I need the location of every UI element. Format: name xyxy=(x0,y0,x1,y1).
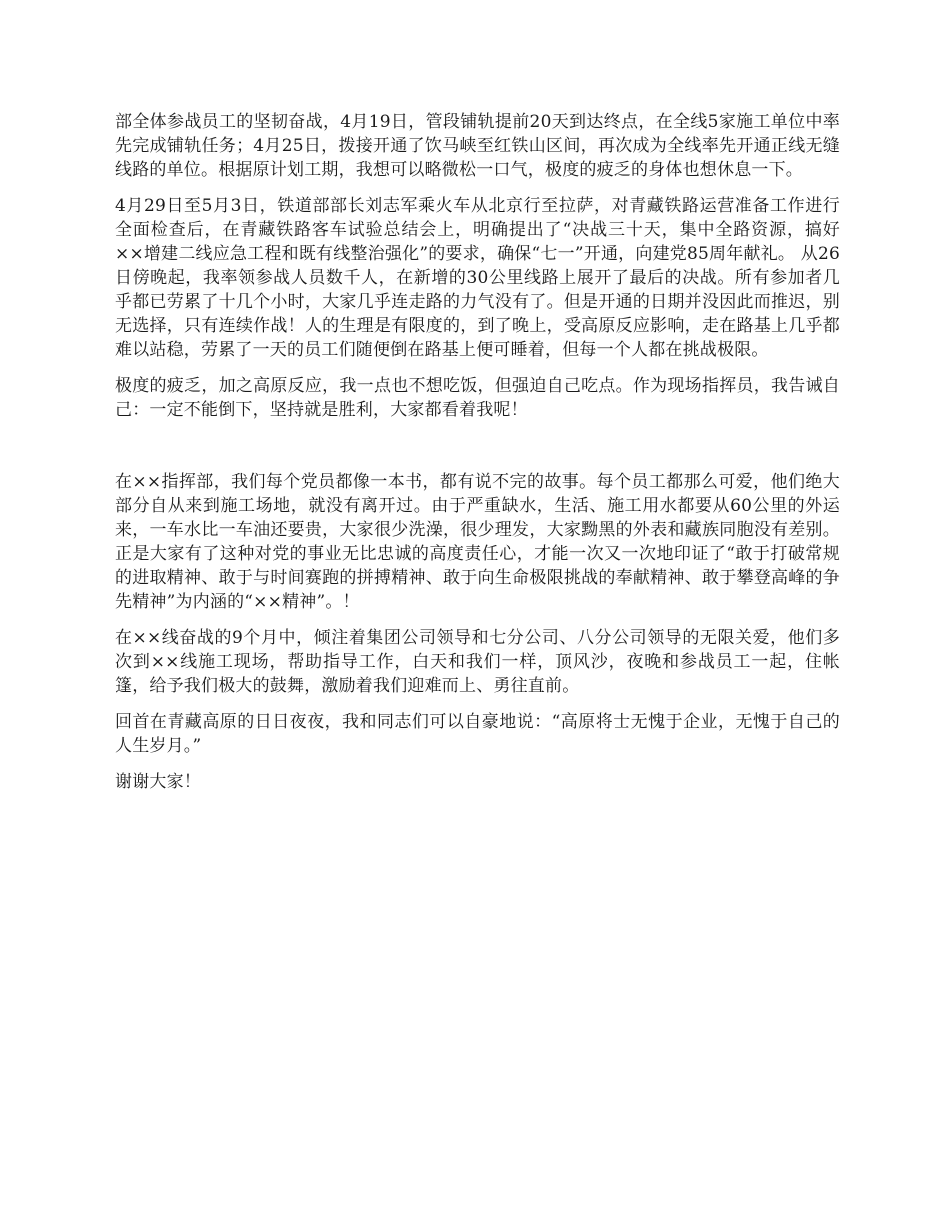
paragraph-2: 4月29日至5月3日，铁道部部长刘志军乘火车从北京行至拉萨，对青藏铁路运营准备工作进行全面检查后，在青藏铁路客车试验总结会上，明确提出了“决战三十天，集中全路资源，搞好××增建二线应急工程和既有线整治强化”的要求，确保“七一”开通，向建党85周年献礼。 从26日傍晚起，我率领参战人员数千人，在新增的30公里线路上展开了最后的决战。所有参加者几乎都已劳累了十几个小时，大家几乎连走路的力气没有了。但是开通的日期并没因此而推迟，别无选择，只有连续作战！人的生理是有限度的，到了晚上，受高原反应影响，走在路基上几乎都难以站稳，劳累了一天的员工们随便倒在路基上便可睡着，但每一个人都在挑战极限。 xyxy=(115,196,840,360)
paragraph-5: 在××线奋战的9个月中，倾注着集团公司领导和七分公司、八分公司领导的无限关爱，他们多次到××线施工现场，帮助指导工作，白天和我们一样，顶风沙，夜晚和参战员工一起，住帐篷，给予我们极大的鼓舞，激励着我们迎难而上、勇往直前。 xyxy=(115,628,840,696)
paragraph-1: 部全体参战员工的坚韧奋战，4月19日，管段铺轨提前20天到达终点，在全线5家施工单位中率先完成铺轨任务；4月25日，拨接开通了饮马峡至红铁山区间，再次成为全线率先开通正线无缝线路的单位。根据原计划工期，我想可以略微松一口气，极度的疲乏的身体也想休息一下。 xyxy=(115,112,840,180)
paragraph-gap xyxy=(115,434,840,470)
paragraph-4: 在××指挥部，我们每个党员都像一本书，都有说不完的故事。每个员工都那么可爱，他们绝大部分自从来到施工场地，就没有离开过。由于严重缺水，生活、施工用水都要从60公里的外运来，一车水比一车油还要贵，大家很少洗澡，很少理发，大家黝黑的外表和藏族同胞没有差别。正是大家有了这种对党的事业无比忠诚的高度责任心，才能一次又一次地印证了“敢于打破常规的进取精神、敢于与时间赛跑的拼搏精神、敢于向生命极限挑战的奉献精神、敢于攀登高峰的争先精神”为内涵的“××精神”。！ xyxy=(115,472,840,612)
document-body xyxy=(115,110,840,806)
paragraph-7: 谢谢大家！ xyxy=(115,772,201,792)
paragraph-3: 极度的疲乏，加之高原反应，我一点也不想吃饭，但强迫自己吃点。作为现场指挥员，我告诫自己：一定不能倒下，坚持就是胜利，大家都看着我呢！ xyxy=(115,376,840,420)
paragraph-6: 回首在青藏高原的日日夜夜，我和同志们可以自豪地说：“高原将士无愧于企业，无愧于自己的人生岁月。” xyxy=(115,712,840,756)
